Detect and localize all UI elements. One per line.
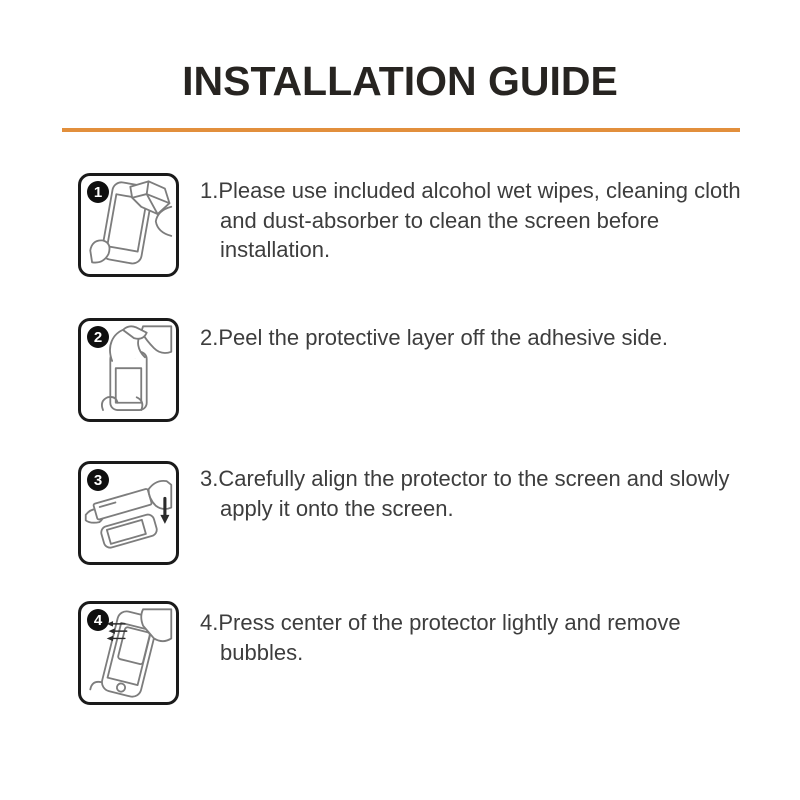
step-3-illustration-box (78, 461, 179, 565)
step-1-illustration-box (78, 173, 179, 277)
step-2-text (200, 323, 748, 353)
step-2-number-prefix: 2. (200, 325, 219, 350)
step-3-instruction: Carefully align the protector to the screen and slowly apply it onto the screen. (218, 466, 730, 521)
step-2-illustration-box (78, 318, 179, 422)
step-1-number-badge: 1 (87, 181, 109, 203)
step-4-number-badge: 4 (87, 609, 109, 631)
step-3-text (200, 464, 748, 523)
step-4-instruction: Press center of the protector lightly and remove bubbles. (218, 610, 681, 665)
step-1-instruction: Please use included alcohol wet wipes, cleaning cloth and dust-absorber to clean the screen before installation. (218, 178, 741, 262)
step-1-number-prefix: 1. (200, 178, 219, 203)
step-row-4 (78, 601, 750, 713)
step-3-number-badge: 3 (87, 469, 109, 491)
step-4-text (200, 608, 748, 667)
step-1-text (200, 176, 748, 265)
step-row-1 (78, 173, 750, 285)
step-row-3 (78, 461, 750, 573)
step-2-instruction: Peel the protective layer off the adhesive side. (218, 325, 669, 350)
step-4-number-prefix: 4. (200, 610, 219, 635)
page-title: INSTALLATION GUIDE (182, 58, 618, 104)
step-2-number-badge: 2 (87, 326, 109, 348)
step-row-2 (78, 318, 750, 430)
title-underline (62, 128, 740, 132)
step-3-number-prefix: 3. (200, 466, 219, 491)
step-4-illustration-box (78, 601, 179, 705)
